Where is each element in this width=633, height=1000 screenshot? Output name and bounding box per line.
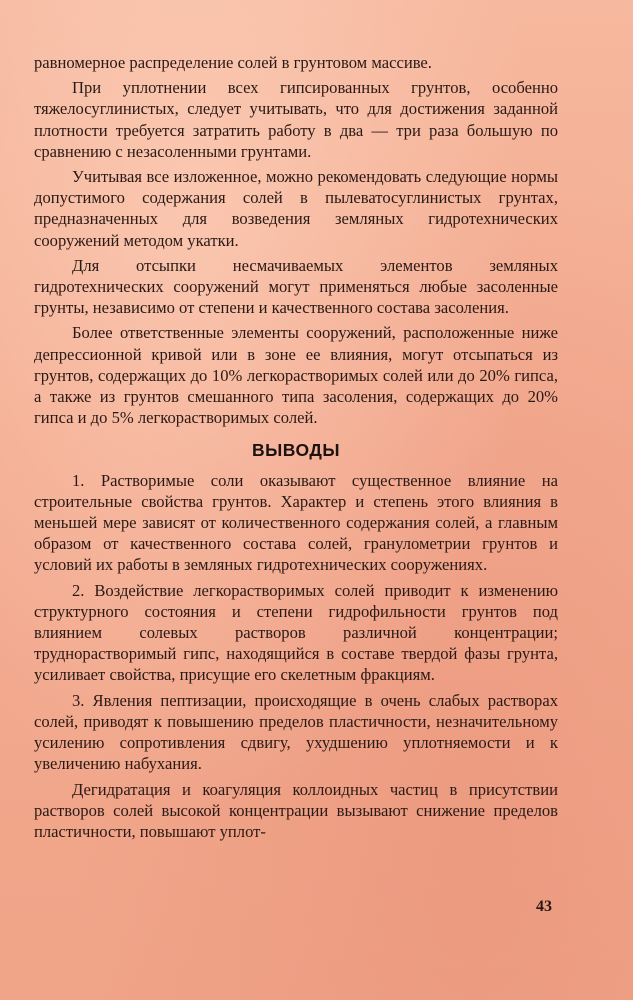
paragraph-top-0: равномерное распределение солей в грунтовом массиве.: [34, 53, 432, 72]
section-title: ВЫВОДЫ: [252, 440, 340, 461]
page-text: [34, 52, 558, 846]
paragraph-bottom-2: 3. Явления пептизации, происходящие в очень слабых растворах солей, приводят к повышению пределов пластичности, незначительному усилению сопротивления сдвигу, ухудшению уплотняемости и к увеличению набухания.: [34, 690, 558, 774]
paragraph-top-1: При уплотнении всех гипсированных грунтов, особенно тяжелосуглинистых, следует учитывать, что для достижения заданной плотности требуется затратить работу в два — три раза большую по сравнению с незасоленными грунтами.: [34, 78, 558, 161]
paragraph-top-2: Учитывая все изложенное, можно рекомендовать следующие нормы допустимого содержания солей в пылеватосуглинистых грунтах, предназначенных для возведения земляных гидротехнических сооружений методом укатки.: [34, 167, 558, 250]
paragraph-bottom-0: 1. Растворимые соли оказывают существенное влияние на строительные свойства грунтов. Характер и степень этого влияния в меньшей мере зависят от количественного содержания солей, а главным образом от качественного состава солей, гранулометрии грунтов и условий их работы в земляных гидротехнических сооружениях.: [34, 470, 558, 575]
paragraph-top-3: Для отсыпки несмачиваемых элементов земляных гидротехнических сооружений могут применяться любые засоленные грунты, независимо от степени и качественного состава засоления.: [34, 255, 558, 318]
paragraph-top-4: Более ответственные элементы сооружений, расположенные ниже депрессионной кривой или в зоне ее влияния, могут отсыпаться из грунтов, содержащих до 10% легкорастворимых солей или до 20% гипса, а также из грунтов смешанного типа засоления, содержащих до 20% гипса и до 5% легкорастворимых солей.: [34, 323, 558, 428]
paragraph-bottom-1: 2. Воздействие легкорастворимых солей приводит к изменению структурного состояния и степени гидрофильности грунтов под влиянием солевых растворов различной концентрации; труднорастворимый гипс, находящийся в составе твердой фазы грунта, усиливает свойства, присущие его скелетным фракциям.: [34, 580, 558, 685]
paragraph-bottom-3: Дегидратация и коагуляция коллоидных частиц в присутствии растворов солей высокой концентрации вызывают снижение пределов пластичности, повышают уплот-: [34, 779, 558, 841]
page-number: 43: [536, 898, 552, 915]
